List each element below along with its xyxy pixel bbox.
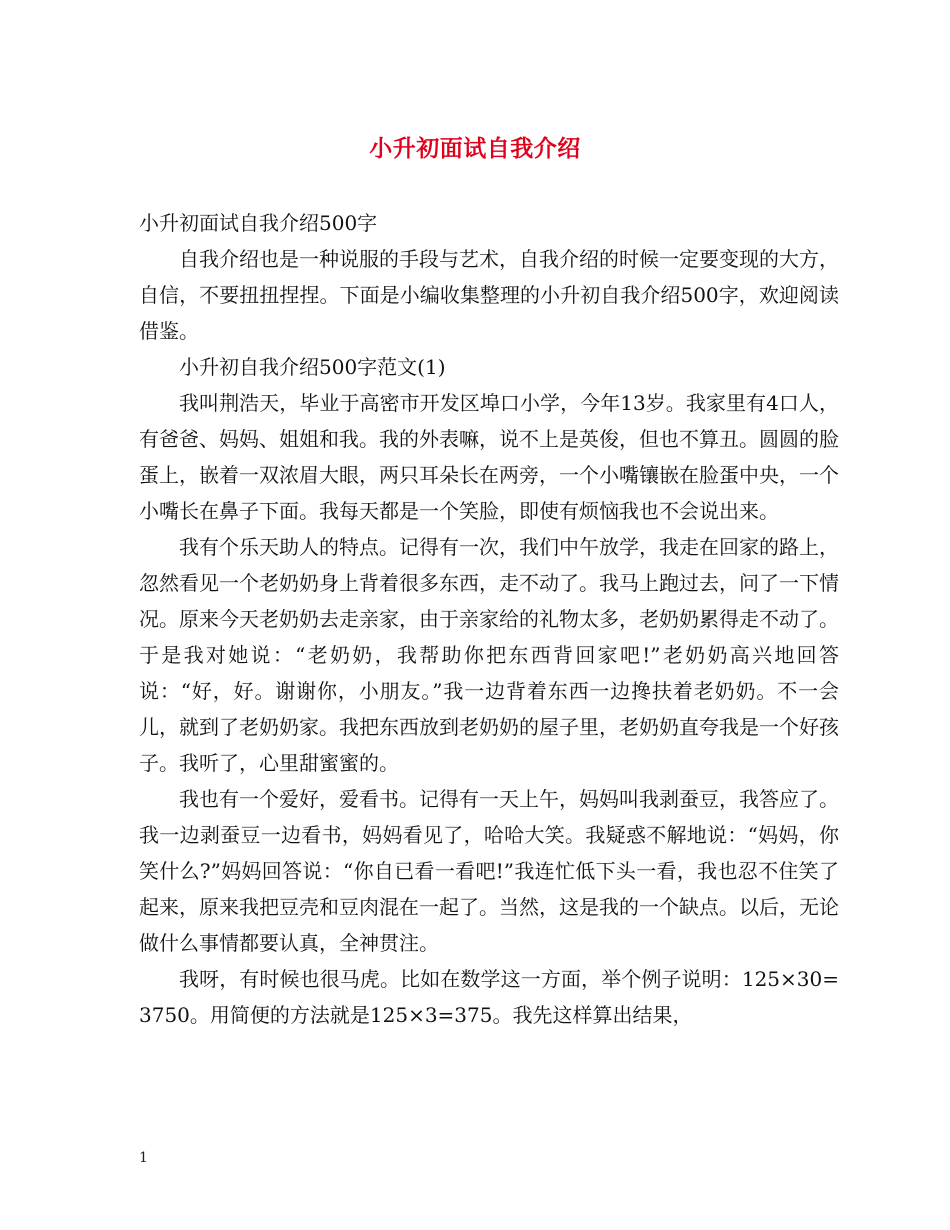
- paragraph-helping-others: 我有个乐天助人的特点。记得有一次，我们中午放学，我走在回家的路上，忽然看见一个老奶奶身上背着很多东西，走不动了。我马上跑过去，问了一下情况。原来今天老奶奶去走亲家，由于亲家给的礼物太多，老奶奶累得走不动了。于是我对她说：“老奶奶，我帮助你把东西背回家吧!”老奶奶高兴地回答说：“好，好。谢谢你，小朋友。”我一边背着东西一边搀扶着老奶奶。不一会儿，就到了老奶奶家。我把东西放到老奶奶的屋子里，老奶奶直夸我是一个好孩子。我听了，心里甜蜜蜜的。: [139, 535, 839, 775]
- section-heading: 小升初自我介绍500字范文(1): [179, 355, 446, 379]
- paragraph-intro: 自我介绍也是一种说服的手段与艺术，自我介绍的时候一定要变现的大方，自信，不要扭扭捏捏。下面是小编收集整理的小升初自我介绍500字，欢迎阅读借鉴。: [139, 247, 839, 343]
- document-title: 小升初面试自我介绍: [369, 135, 581, 162]
- paragraph-carelessness: 我呀，有时候也很马虎。比如在数学这一方面，举个例子说明：125×30=3750。用简便的方法就是125×3=375。我先这样算出结果，: [139, 967, 839, 1027]
- paragraph-self-description: 我叫荆浩天，毕业于高密市开发区埠口小学，今年13岁。我家里有4口人，有爸爸、妈妈、姐姐和我。我的外表嘛，说不上是英俊，但也不算丑。圆圆的脸蛋上，嵌着一双浓眉大眼，两只耳朵长在两旁，一个小嘴镶嵌在脸蛋中央，一个小嘴长在鼻子下面。我每天都是一个笑脸，即使有烦恼我也不会说出来。: [139, 391, 839, 523]
- document-body: [139, 205, 839, 1033]
- document-subtitle: 小升初面试自我介绍500字: [139, 211, 378, 235]
- page-number: 1: [139, 1150, 148, 1166]
- paragraph-hobby-reading: 我也有一个爱好，爱看书。记得有一天上午，妈妈叫我剥蚕豆，我答应了。我一边剥蚕豆一边看书，妈妈看见了，哈哈大笑。我疑惑不解地说：“妈妈，你笑什么?”妈妈回答说：“你自已看一看吧!”我连忙低下头一看，我也忍不住笑了起来，原来我把豆壳和豆肉混在一起了。当然，这是我的一个缺点。以后，无论做什么事情都要认真，全神贯注。: [139, 787, 839, 955]
